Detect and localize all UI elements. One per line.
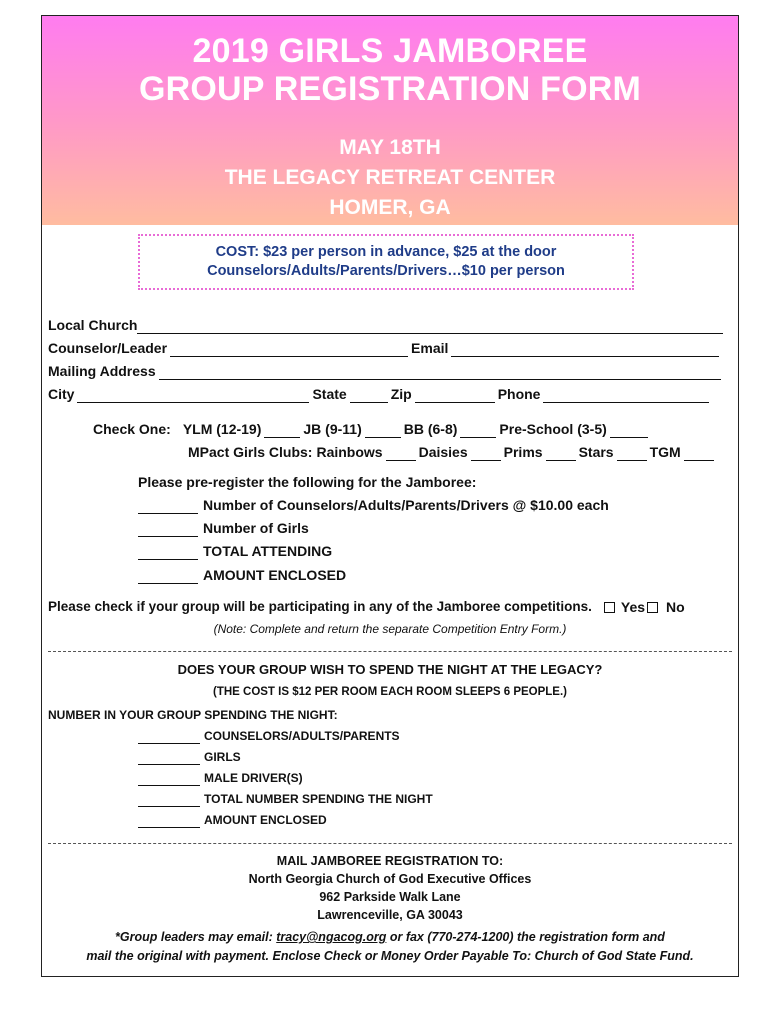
overnight-item xyxy=(138,729,400,744)
overnight-total-label: TOTAL NUMBER SPENDING THE NIGHT xyxy=(204,792,433,806)
option-tgm: TGM xyxy=(649,444,681,460)
prereg-girls-label: Number of Girls xyxy=(203,520,309,536)
no-label: No xyxy=(666,599,685,615)
prereg-counselors-field[interactable] xyxy=(138,500,198,514)
prereg-intro-text: Please pre-register the following for the Jamboree: xyxy=(138,474,477,490)
mail-city: Lawrenceville, GA 30043 xyxy=(317,908,463,922)
footer-prefix: *Group leaders may email: xyxy=(115,930,277,944)
city-label: City xyxy=(48,386,75,402)
option-rainbows: Rainbows xyxy=(316,444,383,460)
option-tgm-blank[interactable] xyxy=(684,447,714,461)
city-field[interactable] xyxy=(77,389,309,403)
prereg-amount-field[interactable] xyxy=(138,570,198,584)
check-one-label: Check One: xyxy=(93,421,171,437)
form-title-line2: GROUP REGISTRATION FORM xyxy=(138,70,642,108)
divider xyxy=(48,651,732,652)
title-block xyxy=(42,32,738,108)
email-field[interactable] xyxy=(451,343,719,357)
option-ylm-blank[interactable] xyxy=(264,424,300,438)
option-jb-blank[interactable] xyxy=(365,424,401,438)
check-one-row xyxy=(93,420,651,438)
cost-box xyxy=(138,234,634,290)
yes-checkbox[interactable] xyxy=(604,602,615,613)
event-venue: THE LEGACY RETREAT CENTER xyxy=(224,166,556,189)
counselor-email-row xyxy=(48,339,722,357)
prereg-amount-label: AMOUNT ENCLOSED xyxy=(203,567,347,583)
overnight-item xyxy=(138,750,241,765)
mail-street: 962 Parkside Walk Lane xyxy=(319,890,461,904)
prereg-item xyxy=(138,519,309,537)
zip-label: Zip xyxy=(390,386,412,402)
overnight-girls-field[interactable] xyxy=(138,753,200,765)
state-label: State xyxy=(312,386,347,402)
option-stars-blank[interactable] xyxy=(617,447,647,461)
prereg-total-label: TOTAL ATTENDING xyxy=(203,543,333,559)
phone-label: Phone xyxy=(497,386,541,402)
local-church-field[interactable] xyxy=(137,320,723,334)
overnight-amount-field[interactable] xyxy=(138,816,200,828)
mpact-label: MPact Girls Clubs: xyxy=(188,444,313,460)
overnight-total-field[interactable] xyxy=(138,795,200,807)
counselor-leader-label: Counselor/Leader xyxy=(48,340,168,356)
overnight-question: DOES YOUR GROUP WISH TO SPEND THE NIGHT AT THE LEGACY? xyxy=(177,662,603,677)
prereg-intro xyxy=(138,473,476,491)
option-stars: Stars xyxy=(578,444,614,460)
overnight-number-text: NUMBER IN YOUR GROUP SPENDING THE NIGHT: xyxy=(48,708,338,722)
option-bb: BB (6-8) xyxy=(403,421,458,437)
mailing-address-field[interactable] xyxy=(159,366,721,380)
option-daisies-blank[interactable] xyxy=(471,447,501,461)
mpact-row xyxy=(188,443,717,461)
overnight-counselors-field[interactable] xyxy=(138,732,200,744)
option-prims-blank[interactable] xyxy=(546,447,576,461)
prereg-girls-field[interactable] xyxy=(138,523,198,537)
overnight-cost-note: (THE COST IS $12 PER ROOM EACH ROOM SLEEPS 6 PEOPLE.) xyxy=(212,686,567,698)
overnight-item xyxy=(138,792,433,807)
overnight-drivers-field[interactable] xyxy=(138,774,200,786)
option-rainbows-blank[interactable] xyxy=(386,447,416,461)
overnight-item xyxy=(138,771,303,786)
competition-row xyxy=(48,598,685,616)
prereg-item xyxy=(138,566,346,584)
option-prims: Prims xyxy=(503,444,543,460)
event-info xyxy=(42,133,738,223)
city-state-zip-phone-row xyxy=(48,385,712,403)
overnight-girls-label: GIRLS xyxy=(204,750,241,764)
option-jb: JB (9-11) xyxy=(303,421,362,437)
overnight-amount-label: AMOUNT ENCLOSED xyxy=(204,813,327,827)
prereg-total-field[interactable] xyxy=(138,546,198,560)
cost-line1: COST: $23 per person in advance, $25 at the door xyxy=(215,244,557,260)
overnight-item xyxy=(138,813,327,828)
option-bb-blank[interactable] xyxy=(460,424,496,438)
counselor-leader-field[interactable] xyxy=(170,343,408,357)
local-church-row xyxy=(48,316,726,334)
yes-label: Yes xyxy=(620,599,646,615)
cost-line2: Counselors/Adults/Parents/Drivers…$10 per person xyxy=(207,263,565,279)
local-church-label: Local Church xyxy=(48,317,138,333)
option-daisies: Daisies xyxy=(418,444,468,460)
prereg-item xyxy=(138,542,332,560)
option-preschool-blank[interactable] xyxy=(610,424,648,438)
mail-heading: MAIL JAMBOREE REGISTRATION TO: xyxy=(276,854,504,868)
email-label: Email xyxy=(411,340,449,356)
overnight-counselors-label: COUNSELORS/ADULTS/PARENTS xyxy=(204,729,400,743)
divider xyxy=(48,843,732,844)
form-title-line1: 2019 GIRLS JAMBOREE xyxy=(192,32,588,70)
footer-line2: mail the original with payment. Enclose Check or Money Order Payable To: Church of God State Fund. xyxy=(86,949,694,963)
footer-email-link[interactable]: tracy@ngacog.org xyxy=(276,930,387,944)
overnight-drivers-label: MALE DRIVER(S) xyxy=(204,771,303,785)
prereg-counselors-label: Number of Counselors/Adults/Parents/Drivers @ $10.00 each xyxy=(203,497,609,513)
option-ylm: YLM (12-19) xyxy=(182,421,262,437)
option-preschool: Pre-School (3-5) xyxy=(499,421,607,437)
registration-form xyxy=(41,15,739,977)
no-checkbox[interactable] xyxy=(647,602,658,613)
mailing-address-label: Mailing Address xyxy=(48,363,156,379)
event-location: HOMER, GA xyxy=(329,196,451,219)
competition-note: (Note: Complete and return the separate Competition Entry Form.) xyxy=(213,622,567,636)
mailing-address-row xyxy=(48,362,724,380)
footer-suffix: or fax (770-274-1200) the registration form and xyxy=(386,930,665,944)
competition-question: Please check if your group will be participating in any of the Jamboree competitions. xyxy=(48,599,592,614)
overnight-number-label xyxy=(48,708,338,723)
state-field[interactable] xyxy=(350,389,388,403)
mail-org: North Georgia Church of God Executive Offices xyxy=(248,872,532,886)
zip-field[interactable] xyxy=(415,389,495,403)
footer-line1 xyxy=(42,928,738,947)
form-header xyxy=(42,16,738,225)
event-date: MAY 18TH xyxy=(339,136,441,159)
phone-field[interactable] xyxy=(543,389,709,403)
prereg-item xyxy=(138,496,609,514)
